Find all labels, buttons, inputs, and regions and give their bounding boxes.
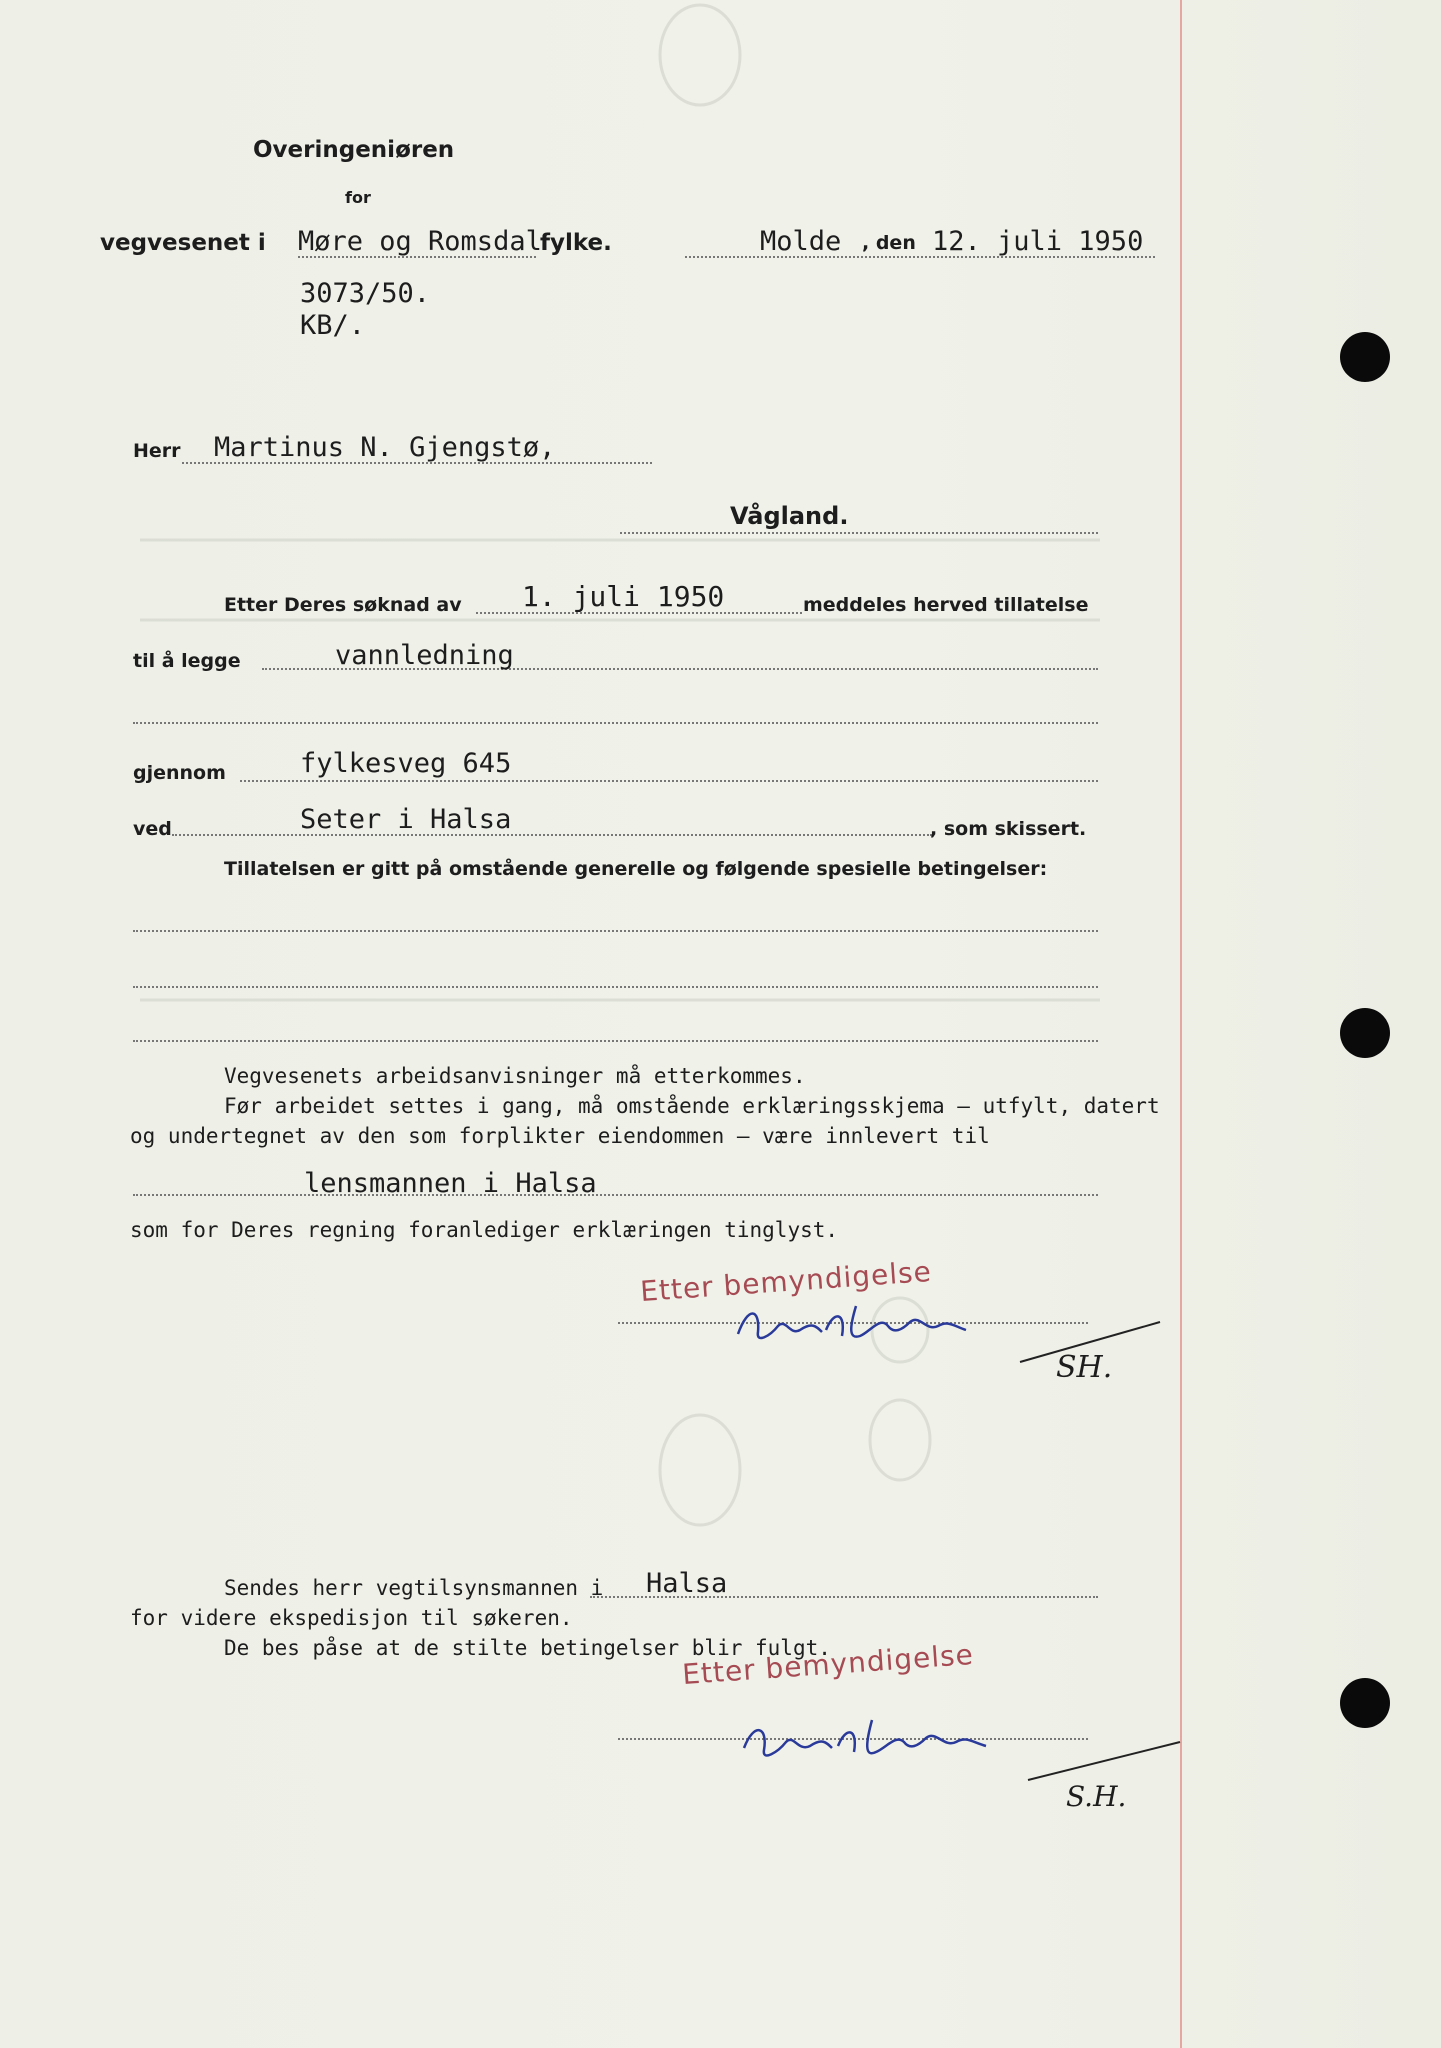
lay-value: vannledning — [335, 640, 514, 671]
punch-hole — [1340, 332, 1390, 382]
application-date: 1. juli 1950 — [522, 580, 725, 613]
reference-number: 3073/50. — [300, 278, 431, 309]
signature-initials: SH. — [1056, 1350, 1113, 1385]
deliver-to-line — [133, 1194, 1098, 1196]
letter-place: Molde — [760, 226, 842, 257]
reference-initials: KB/. — [300, 310, 366, 341]
forwarding-line-2: for videre ekspedisjon til søkeren. — [130, 1606, 573, 1630]
at-line — [172, 834, 932, 836]
conditions-line-2 — [133, 986, 1098, 988]
at-label: ved — [133, 818, 172, 840]
sketch-text: , som skissert. — [930, 818, 1087, 840]
county-line — [298, 256, 536, 258]
conditions-line-1 — [133, 930, 1098, 932]
punch-hole — [1340, 1678, 1390, 1728]
handwritten-signature — [730, 1296, 1000, 1356]
instructions-line-3: og undertegnet av den som forplikter eiendommen — være innlevert til — [130, 1124, 990, 1148]
forwarding-place: Halsa — [646, 1568, 728, 1599]
recipient-place: Vågland. — [730, 502, 849, 530]
registration-text: som for Deres regning foranlediger erklæringen tinglyst. — [130, 1218, 839, 1242]
through-value: fylkesveg 645 — [300, 748, 512, 779]
instructions-line-1: Vegvesenets arbeidsanvisninger må etterkommes. — [224, 1064, 806, 1088]
lay-line-2 — [133, 722, 1098, 724]
application-label: Etter Deres søknad av — [224, 594, 462, 616]
through-label: gjennom — [133, 762, 226, 784]
punch-hole — [1340, 1008, 1390, 1058]
signature-initials-2: S.H. — [1066, 1780, 1127, 1813]
through-line — [240, 780, 1098, 782]
recipient-place-line — [620, 532, 1098, 534]
issuer-for: for — [345, 188, 371, 207]
issuer-org-prefix: vegvesenet i — [100, 230, 266, 256]
authorization-stamp-2: Etter bemyndigelse — [681, 1637, 975, 1692]
permission-text: meddeles herved tillatelse — [803, 594, 1089, 616]
letter-date-prefix: , den — [862, 232, 916, 254]
county-suffix: fylke. — [540, 230, 612, 256]
instructions-line-2: Før arbeidet settes i gang, må omstående erklæringsskjema — utfylt, datert — [224, 1094, 1160, 1118]
conditions-line-3 — [133, 1040, 1098, 1042]
letter-date: 12. juli 1950 — [932, 226, 1144, 257]
at-value: Seter i Halsa — [300, 804, 512, 835]
recipient-name: Martinus N. Gjengstø, — [214, 432, 556, 463]
handwritten-signature-2 — [736, 1712, 1016, 1772]
lay-label: til å legge — [133, 650, 241, 672]
deliver-to: lensmannen i Halsa — [304, 1168, 597, 1199]
forwarding-line-1: Sendes herr vegtilsynsmannen i — [224, 1576, 604, 1600]
authorization-stamp: Etter bemyndigelse — [639, 1254, 933, 1309]
forwarding-line-3: De bes påse at de stilte betingelser blir fulgt. — [224, 1636, 831, 1660]
recipient-salutation: Herr — [133, 440, 181, 462]
conditions-text: Tillatelsen er gitt på omstående generelle og følgende spesielle betingelser: — [224, 858, 1048, 880]
issuer-title: Overingeniøren — [253, 137, 455, 163]
county-name: Møre og Romsdal — [298, 226, 542, 257]
